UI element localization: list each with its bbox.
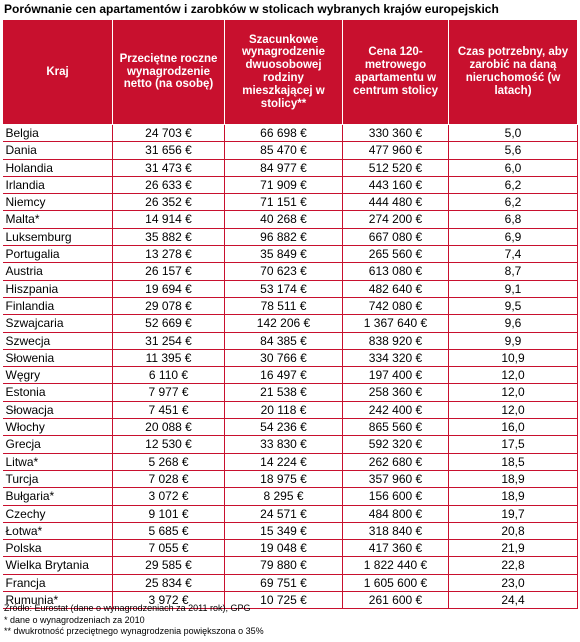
table-row xyxy=(3,332,578,349)
cell-family-salary: 40 268 € xyxy=(225,211,343,228)
table-row xyxy=(3,574,578,591)
cell-apartment-price: 1 605 600 € xyxy=(343,574,449,591)
table-row xyxy=(3,228,578,245)
cell-years: 10,9 xyxy=(449,349,578,366)
cell-years: 18,9 xyxy=(449,488,578,505)
cell-family-salary: 18 975 € xyxy=(225,470,343,487)
cell-country: Włochy xyxy=(3,419,113,436)
cell-family-salary: 142 206 € xyxy=(225,315,343,332)
table-row xyxy=(3,211,578,228)
cell-family-salary: 30 766 € xyxy=(225,349,343,366)
cell-salary: 11 395 € xyxy=(113,349,225,366)
cell-apartment-price: 613 080 € xyxy=(343,263,449,280)
cell-apartment-price: 444 480 € xyxy=(343,194,449,211)
cell-apartment-price: 838 920 € xyxy=(343,332,449,349)
cell-years: 18,5 xyxy=(449,453,578,470)
cell-apartment-price: 443 160 € xyxy=(343,176,449,193)
cell-years: 9,9 xyxy=(449,332,578,349)
cell-years: 18,9 xyxy=(449,470,578,487)
header-country: Kraj xyxy=(3,20,113,125)
cell-salary: 35 882 € xyxy=(113,228,225,245)
table-row xyxy=(3,505,578,522)
cell-salary: 31 656 € xyxy=(113,142,225,159)
footnote-source: Źródło: Eurostat (dane o wynagrodzeniach za 2011 rok), GPG xyxy=(4,603,251,613)
cell-apartment-price: 258 360 € xyxy=(343,384,449,401)
cell-country: Finlandia xyxy=(3,297,113,314)
cell-salary: 3 072 € xyxy=(113,488,225,505)
cell-salary: 5 268 € xyxy=(113,453,225,470)
table-row xyxy=(3,194,578,211)
cell-apartment-price: 477 960 € xyxy=(343,142,449,159)
cell-country: Grecja xyxy=(3,436,113,453)
cell-salary: 20 088 € xyxy=(113,419,225,436)
cell-salary: 25 834 € xyxy=(113,574,225,591)
cell-salary: 31 254 € xyxy=(113,332,225,349)
cell-family-salary: 69 751 € xyxy=(225,574,343,591)
table-header xyxy=(3,20,578,125)
cell-years: 12,0 xyxy=(449,367,578,384)
cell-country: Hiszpania xyxy=(3,280,113,297)
cell-years: 6,0 xyxy=(449,159,578,176)
cell-country: Słowacja xyxy=(3,401,113,418)
cell-country: Malta* xyxy=(3,211,113,228)
cell-family-salary: 19 048 € xyxy=(225,540,343,557)
cell-years: 6,9 xyxy=(449,228,578,245)
cell-apartment-price: 334 320 € xyxy=(343,349,449,366)
cell-country: Bułgaria* xyxy=(3,488,113,505)
table-row xyxy=(3,470,578,487)
cell-apartment-price: 1 367 640 € xyxy=(343,315,449,332)
cell-years: 21,9 xyxy=(449,540,578,557)
cell-years: 23,0 xyxy=(449,574,578,591)
cell-country: Węgry xyxy=(3,367,113,384)
cell-family-salary: 84 385 € xyxy=(225,332,343,349)
cell-apartment-price: 1 822 440 € xyxy=(343,557,449,574)
cell-salary: 13 278 € xyxy=(113,246,225,263)
cell-country: Holandia xyxy=(3,159,113,176)
cell-family-salary: 16 497 € xyxy=(225,367,343,384)
cell-country: Niemcy xyxy=(3,194,113,211)
cell-family-salary: 71 151 € xyxy=(225,194,343,211)
cell-salary: 26 633 € xyxy=(113,176,225,193)
table-row xyxy=(3,453,578,470)
cell-salary: 29 585 € xyxy=(113,557,225,574)
table-row xyxy=(3,522,578,539)
table-row xyxy=(3,246,578,263)
cell-salary: 26 157 € xyxy=(113,263,225,280)
cell-apartment-price: 261 600 € xyxy=(343,592,449,609)
cell-country: Luksemburg xyxy=(3,228,113,245)
cell-years: 6,2 xyxy=(449,176,578,193)
cell-apartment-price: 592 320 € xyxy=(343,436,449,453)
cell-years: 22,8 xyxy=(449,557,578,574)
cell-years: 7,4 xyxy=(449,246,578,263)
cell-country: Austria xyxy=(3,263,113,280)
table-row xyxy=(3,557,578,574)
cell-country: Turcja xyxy=(3,470,113,487)
cell-apartment-price: 865 560 € xyxy=(343,419,449,436)
cell-apartment-price: 482 640 € xyxy=(343,280,449,297)
cell-country: Rumunia* xyxy=(3,592,113,609)
cell-country: Irlandia xyxy=(3,176,113,193)
cell-country: Słowenia xyxy=(3,349,113,366)
cell-family-salary: 70 623 € xyxy=(225,263,343,280)
table-row xyxy=(3,297,578,314)
cell-country: Wielka Brytania xyxy=(3,557,113,574)
cell-years: 6,8 xyxy=(449,211,578,228)
table-row xyxy=(3,142,578,159)
cell-years: 24,4 xyxy=(449,592,578,609)
cell-country: Francja xyxy=(3,574,113,591)
table-row xyxy=(3,540,578,557)
cell-years: 20,8 xyxy=(449,522,578,539)
table-row xyxy=(3,315,578,332)
cell-salary: 7 977 € xyxy=(113,384,225,401)
cell-country: Polska xyxy=(3,540,113,557)
cell-years: 9,5 xyxy=(449,297,578,314)
header-salary: Przeciętne roczne wynagrodzenie netto (na osobę) xyxy=(113,20,225,125)
footnotes xyxy=(4,603,264,638)
cell-family-salary: 14 224 € xyxy=(225,453,343,470)
cell-years: 16,0 xyxy=(449,419,578,436)
cell-apartment-price: 667 080 € xyxy=(343,228,449,245)
cell-apartment-price: 484 800 € xyxy=(343,505,449,522)
cell-apartment-price: 512 520 € xyxy=(343,159,449,176)
cell-salary: 7 055 € xyxy=(113,540,225,557)
cell-apartment-price: 265 560 € xyxy=(343,246,449,263)
cell-country: Dania xyxy=(3,142,113,159)
table-row xyxy=(3,280,578,297)
cell-years: 9,6 xyxy=(449,315,578,332)
cell-family-salary: 84 977 € xyxy=(225,159,343,176)
cell-apartment-price: 417 360 € xyxy=(343,540,449,557)
cell-salary: 7 451 € xyxy=(113,401,225,418)
table-row xyxy=(3,367,578,384)
cell-salary: 26 352 € xyxy=(113,194,225,211)
table-row xyxy=(3,488,578,505)
cell-country: Estonia xyxy=(3,384,113,401)
cell-salary: 6 110 € xyxy=(113,367,225,384)
header-family-salary: Szacunkowe wynagrodzenie dwuosobowej rodziny mieszkającej w stolicy** xyxy=(225,20,343,125)
table-row xyxy=(3,349,578,366)
cell-salary: 29 078 € xyxy=(113,297,225,314)
cell-apartment-price: 330 360 € xyxy=(343,125,449,142)
cell-salary: 12 530 € xyxy=(113,436,225,453)
cell-family-salary: 85 470 € xyxy=(225,142,343,159)
cell-salary: 9 101 € xyxy=(113,505,225,522)
cell-apartment-price: 274 200 € xyxy=(343,211,449,228)
footnote-double-asterisk: ** dwukrotność przeciętnego wynagrodzenia powiększona o 35% xyxy=(4,626,264,636)
footnote-single-asterisk: * dane o wynagrodzeniach za 2010 xyxy=(4,614,145,625)
cell-years: 9,1 xyxy=(449,280,578,297)
cell-years: 6,2 xyxy=(449,194,578,211)
cell-years: 5,0 xyxy=(449,125,578,142)
cell-salary: 5 685 € xyxy=(113,522,225,539)
table-row xyxy=(3,263,578,280)
cell-family-salary: 35 849 € xyxy=(225,246,343,263)
cell-family-salary: 96 882 € xyxy=(225,228,343,245)
cell-country: Łotwa* xyxy=(3,522,113,539)
cell-family-salary: 78 511 € xyxy=(225,297,343,314)
cell-country: Portugalia xyxy=(3,246,113,263)
table-body xyxy=(3,125,578,609)
cell-salary: 31 473 € xyxy=(113,159,225,176)
cell-country: Szwecja xyxy=(3,332,113,349)
cell-family-salary: 21 538 € xyxy=(225,384,343,401)
cell-apartment-price: 156 600 € xyxy=(343,488,449,505)
cell-apartment-price: 197 400 € xyxy=(343,367,449,384)
cell-family-salary: 71 909 € xyxy=(225,176,343,193)
cell-apartment-price: 357 960 € xyxy=(343,470,449,487)
cell-family-salary: 66 698 € xyxy=(225,125,343,142)
cell-years: 12,0 xyxy=(449,384,578,401)
cell-family-salary: 53 174 € xyxy=(225,280,343,297)
header-apartment-price: Cena 120-metrowego apartamentu w centrum stolicy xyxy=(343,20,449,125)
cell-family-salary: 20 118 € xyxy=(225,401,343,418)
cell-country: Szwajcaria xyxy=(3,315,113,332)
cell-years: 5,6 xyxy=(449,142,578,159)
cell-years: 8,7 xyxy=(449,263,578,280)
cell-family-salary: 15 349 € xyxy=(225,522,343,539)
table-title: Porównanie cen apartamentów i zarobków w stolicach wybranych krajów europejskich xyxy=(4,2,499,16)
cell-country: Litwa* xyxy=(3,453,113,470)
cell-years: 17,5 xyxy=(449,436,578,453)
cell-apartment-price: 318 840 € xyxy=(343,522,449,539)
table-row xyxy=(3,419,578,436)
table-row xyxy=(3,401,578,418)
cell-apartment-price: 262 680 € xyxy=(343,453,449,470)
cell-apartment-price: 242 400 € xyxy=(343,401,449,418)
cell-family-salary: 10 725 € xyxy=(225,592,343,609)
table-row xyxy=(3,176,578,193)
cell-salary: 14 914 € xyxy=(113,211,225,228)
comparison-table xyxy=(2,19,578,609)
cell-family-salary: 8 295 € xyxy=(225,488,343,505)
cell-family-salary: 33 830 € xyxy=(225,436,343,453)
cell-apartment-price: 742 080 € xyxy=(343,297,449,314)
cell-salary: 3 972 € xyxy=(113,592,225,609)
cell-family-salary: 54 236 € xyxy=(225,419,343,436)
cell-family-salary: 24 571 € xyxy=(225,505,343,522)
table-row xyxy=(3,125,578,142)
header-years: Czas potrzebny, aby zarobić na daną nieruchomość (w latach) xyxy=(449,20,578,125)
cell-salary: 24 703 € xyxy=(113,125,225,142)
table-row xyxy=(3,159,578,176)
cell-years: 12,0 xyxy=(449,401,578,418)
cell-years: 19,7 xyxy=(449,505,578,522)
cell-salary: 19 694 € xyxy=(113,280,225,297)
cell-country: Czechy xyxy=(3,505,113,522)
cell-country: Belgia xyxy=(3,125,113,142)
table-row xyxy=(3,384,578,401)
table-row xyxy=(3,436,578,453)
cell-family-salary: 79 880 € xyxy=(225,557,343,574)
cell-salary: 52 669 € xyxy=(113,315,225,332)
cell-salary: 7 028 € xyxy=(113,470,225,487)
